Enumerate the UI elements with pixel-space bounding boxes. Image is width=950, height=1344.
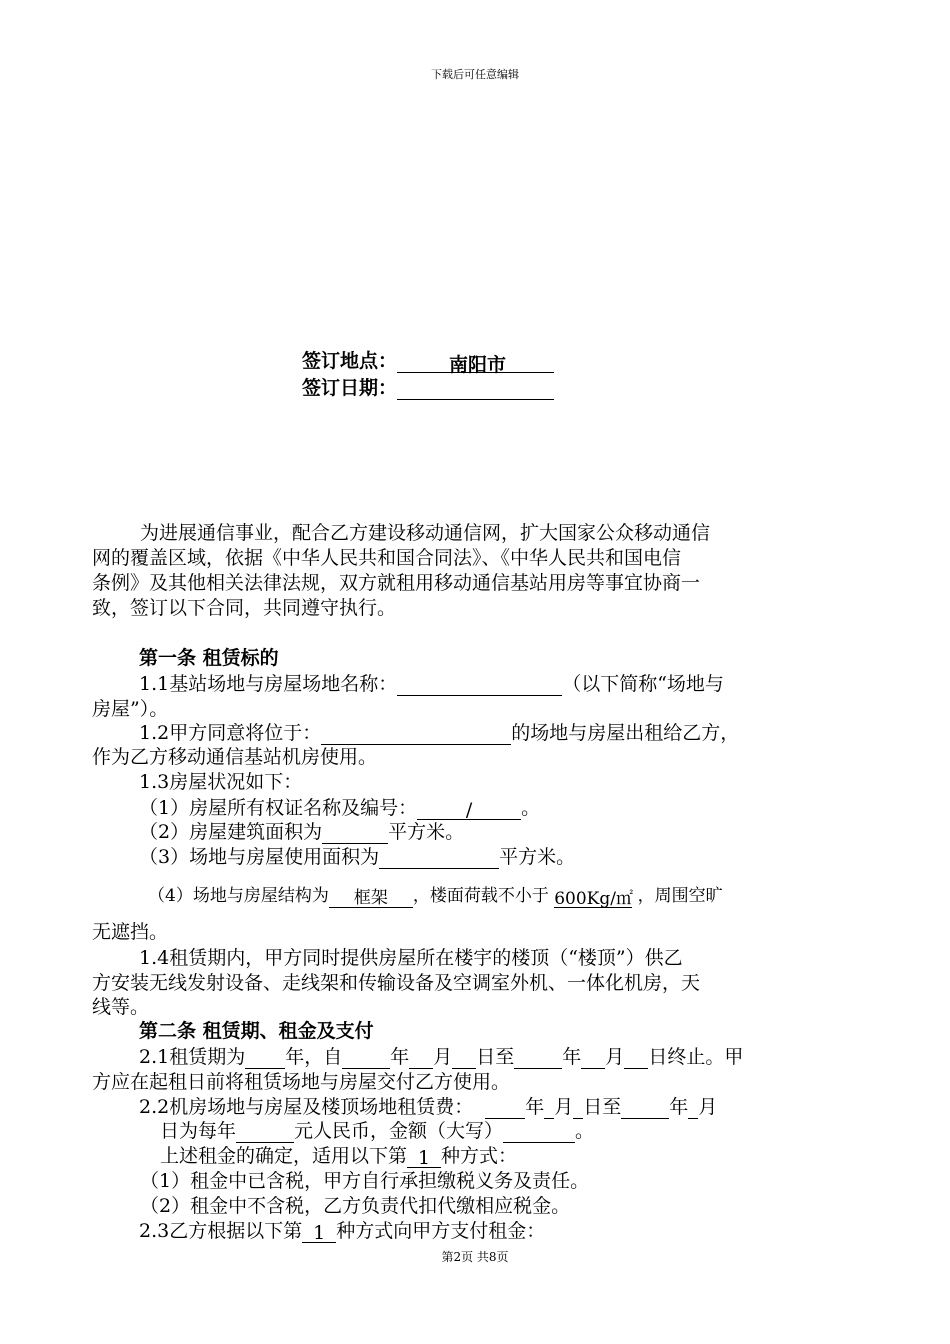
item-2: （2）房屋建筑面积为 平方米。 bbox=[139, 821, 465, 843]
clause-2-2-cont: 日为每年 元人民币，金额（大写） 。 bbox=[160, 1120, 595, 1142]
start-day-blank bbox=[452, 1047, 476, 1069]
fee-end-year-blank bbox=[621, 1097, 669, 1119]
start-month-blank bbox=[409, 1047, 433, 1069]
item-1: （1）房屋所有权证名称及编号： / 。 bbox=[139, 797, 541, 821]
clause-1-1: 1.1基站场地与房屋场地名称： （以下简称“场地与 bbox=[139, 673, 724, 695]
end-day-blank bbox=[624, 1047, 648, 1069]
sign-date-row bbox=[302, 373, 554, 400]
intro-line-4: 致，签订以下合同，共同遵守执行。 bbox=[92, 597, 397, 619]
sign-place-row bbox=[302, 346, 554, 376]
sign-place-value: 南阳市 bbox=[397, 350, 554, 373]
fee-end-month-blank bbox=[688, 1097, 698, 1119]
intro-line-1: 为进展通信事业，配合乙方建设移动通信网，扩大国家公众移动通信 bbox=[140, 522, 711, 544]
fee-start-day-blank bbox=[573, 1097, 583, 1119]
use-area-blank bbox=[379, 847, 499, 869]
rent-option-2: （2）租金中不含税，乙方负责代扣代缴相应税金。 bbox=[140, 1195, 571, 1217]
clause-1-4-line-3: 线等。 bbox=[92, 996, 150, 1018]
clause-1-2: 1.2甲方同意将位于： 的场地与房屋出租给乙方， bbox=[139, 722, 740, 744]
clause-1-1-cont: 房屋”）。 bbox=[92, 698, 169, 720]
end-month-blank bbox=[581, 1047, 605, 1069]
end-year-blank bbox=[514, 1047, 562, 1069]
rent-option-1: （1）租金中已含税，甲方自行承担缴税义务及责任。 bbox=[140, 1170, 590, 1192]
certificate-blank: / bbox=[417, 798, 521, 820]
location-blank bbox=[321, 723, 511, 745]
payment-method-value: 1 bbox=[302, 1221, 336, 1243]
clause-1-2-cont: 作为乙方移动通信基站机房使用。 bbox=[92, 746, 378, 768]
intro-line-2: 网的覆盖区域，依据《中华人民共和国合同法》、《中华人民共和国电信 bbox=[92, 547, 682, 569]
article-1-title: 第一条 租赁标的 bbox=[139, 647, 279, 669]
clause-1-4-line-1: 1.4租赁期内，甲方同时提供房屋所在楼宇的楼顶（“楼顶”）供乙 bbox=[139, 947, 683, 969]
term-years-blank bbox=[245, 1047, 285, 1069]
article-2-title: 第二条 租赁期、租金及支付 bbox=[139, 1020, 374, 1042]
sign-date-blank bbox=[397, 377, 554, 400]
build-area-blank bbox=[322, 822, 388, 844]
item-3: （3）场地与房屋使用面积为 平方米。 bbox=[139, 846, 576, 868]
item-4: （4）场地与房屋结构为 框架 ，楼面荷载不小于 600Kg/㎡ ，周围空旷 bbox=[148, 886, 723, 909]
clause-1-4-line-2: 方安装无线发射设备、走线架和传输设备及空调室外机、一体化机房，天 bbox=[92, 972, 701, 994]
clause-2-1: 2.1租赁期为 年，自 年 月 日至 年 月 日终止。甲 bbox=[139, 1046, 744, 1068]
clause-2-2: 2.2机房场地与房屋及楼顶场地租赁费： 年 月 日至 年 月 bbox=[139, 1096, 718, 1118]
clause-2-1-cont: 方应在起租日前将租赁场地与房屋交付乙方使用。 bbox=[92, 1071, 511, 1093]
page-footer: 第2页 共8页 bbox=[441, 1250, 509, 1264]
sign-place-label: 签订地点： bbox=[302, 350, 398, 372]
load-value: 600Kg/㎡ bbox=[554, 889, 633, 909]
clause-1-3: 1.3房屋状况如下： bbox=[139, 771, 303, 793]
page-header: 下载后可任意编辑 bbox=[431, 68, 519, 81]
item-4-cont: 无遮挡。 bbox=[92, 921, 169, 943]
annual-rent-blank bbox=[236, 1121, 294, 1143]
intro-line-3: 条例》及其他相关法律法规，双方就租用移动通信基站用房等事宜协商一 bbox=[92, 572, 701, 594]
clause-2-3: 2.3乙方根据以下第 1 种方式向甲方支付租金： bbox=[139, 1220, 546, 1244]
rent-words-blank bbox=[503, 1121, 575, 1143]
start-year-blank bbox=[342, 1047, 390, 1069]
fee-start-year-blank bbox=[485, 1097, 525, 1119]
fee-start-month-blank bbox=[544, 1097, 554, 1119]
rent-method-value: 1 bbox=[407, 1146, 441, 1168]
rent-method: 上述租金的确定，适用以下第 1 种方式： bbox=[160, 1145, 518, 1169]
sign-date-label: 签订日期： bbox=[302, 377, 398, 399]
venue-name-blank bbox=[397, 674, 562, 696]
structure-blank: 框架 bbox=[329, 886, 413, 908]
